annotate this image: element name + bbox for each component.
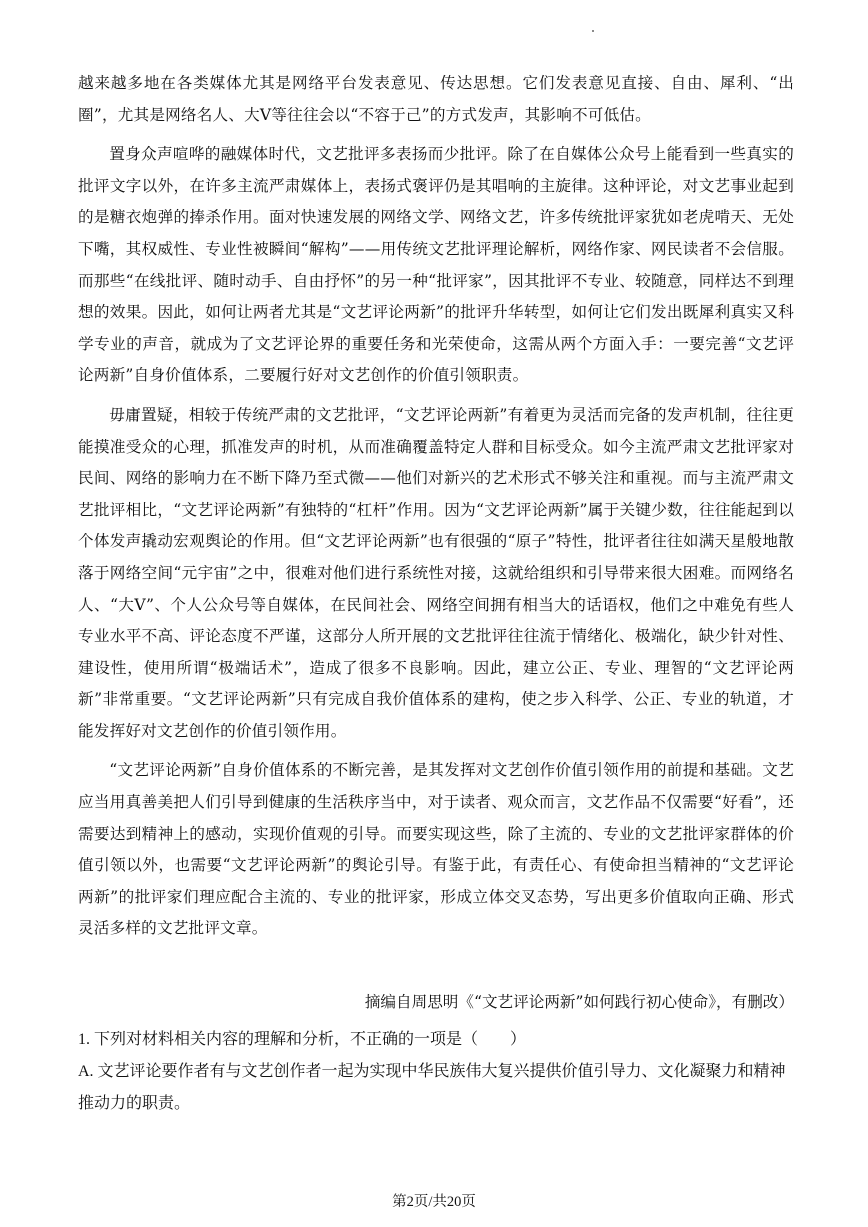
page-mark <box>592 30 594 32</box>
paragraph-4: “文艺评论两新”自身价值体系的不断完善，是其发挥对文艺创作价值引领作用的前提和基础。文艺应当用真善美把人们引导到健康的生活秩序当中，对于读者、观众而言，文艺作品不仅需要“好看”，还需要达到精神上的感动，实现价值观的引导。而要实现这些，除了主流的、专业的文艺批评家群体的价值引领以外，也需要“文艺评论两新”的舆论引导。有鉴于此，有责任心、有使命担当精神的“文艺评论两新”的批评家们理应配合主流的、专业的批评家，形成立体交叉态势，写出更多价值取向正确、形式灵活多样的文艺批评文章。 <box>78 761 794 938</box>
option-a: A. 文艺评论要作者有与文艺创作者一起为实现中华民族伟大复兴提供价值引导力、文化凝聚力和精神推动力的职责。 <box>78 1063 786 1112</box>
paragraph-1: 越来越多地在各类媒体尤其是网络平台发表意见、传达思想。它们发表意见直接、自由、犀利、“出圈”，尤其是网络名人、大Ⅴ等往往会以“不容于己”的方式发声，其影响不可低估。 <box>78 74 794 124</box>
article-body <box>78 68 794 945</box>
paragraph-3: 毋庸置疑，相较于传统严肃的文艺批评，“文艺评论两新”有着更为灵活而完备的发声机制，往往更能摸准受众的心理，抓准发声的时机，从而准确覆盖特定人群和目标受众。如今主流严肃文艺批评家对民间、网络的影响力在不断下降乃至式微——他们对新兴的艺术形式不够关注和重视。而与主流严肃文艺批评相比，“文艺评论两新”有独特的“杠杆”作用。因为“文艺评论两新”属于关键少数，往往能起到以个体发声撬动宏观舆论的作用。但“文艺评论两新”也有很强的“原子”特性，批评者往往如满天星般地散落于网络空间“元宇宙”之中，很难对他们进行系统性对接，这就给组织和引导带来很大困难。而网络名人、“大Ⅴ”、个人公众号等自媒体，在民间社会、网络空间拥有相当大的话语权，他们之中难免有些人专业水平不高、评论态度不严谨，这部分人所开展的文艺批评往往流于情绪化、极端化，缺少针对性、建设性，使用所谓“极端话术”，造成了很多不良影响。因此，建立公正、专业、理智的“文艺评论两新”非常重要。“文艺评论两新”只有完成自我价值体系的建构，使之步入科学、公正、专业的轨道，才能发挥好对文艺创作的价值引领作用。 <box>78 405 794 740</box>
source-citation: 摘编自周思明《“文艺评论两新”如何践行初心使命》，有删改） <box>364 993 794 1011</box>
question-stem: 1. 下列对材料相关内容的理解和分析，不正确的一项是（ ） <box>78 1031 527 1048</box>
page-number: 第2页/共20页 <box>392 1194 476 1210</box>
paragraph-2: 置身众声喧哗的融媒体时代，文艺批评多表扬而少批评。除了在自媒体公众号上能看到一些真实的批评文字以外，在许多主流严肃媒体上，表扬式褒评仍是其唱响的主旋律。这种评论，对文艺事业起到的是糖衣炮弹的捧杀作用。面对快速发展的网络文学、网络文艺，许多传统批评家犹如老虎啃天、无处下嘴，其权威性、专业性被瞬间“解构”——用传统文艺批评理论解析，网络作家、网民读者不会信服。而那些“在线批评、随时动手、自由抒怀”的另一种“批评家”，因其批评不专业、较随意，同样达不到理想的效果。因此，如何让两者尤其是“文艺评论两新”的批评升华转型，如何让它们发出既犀利真实又科学专业的声音，就成为了文艺评论界的重要任务和光荣使命，这需从两个方面入手：一要完善“文艺评论两新”自身价值体系，二要履行好对文艺创作的价值引领职责。 <box>78 145 794 385</box>
